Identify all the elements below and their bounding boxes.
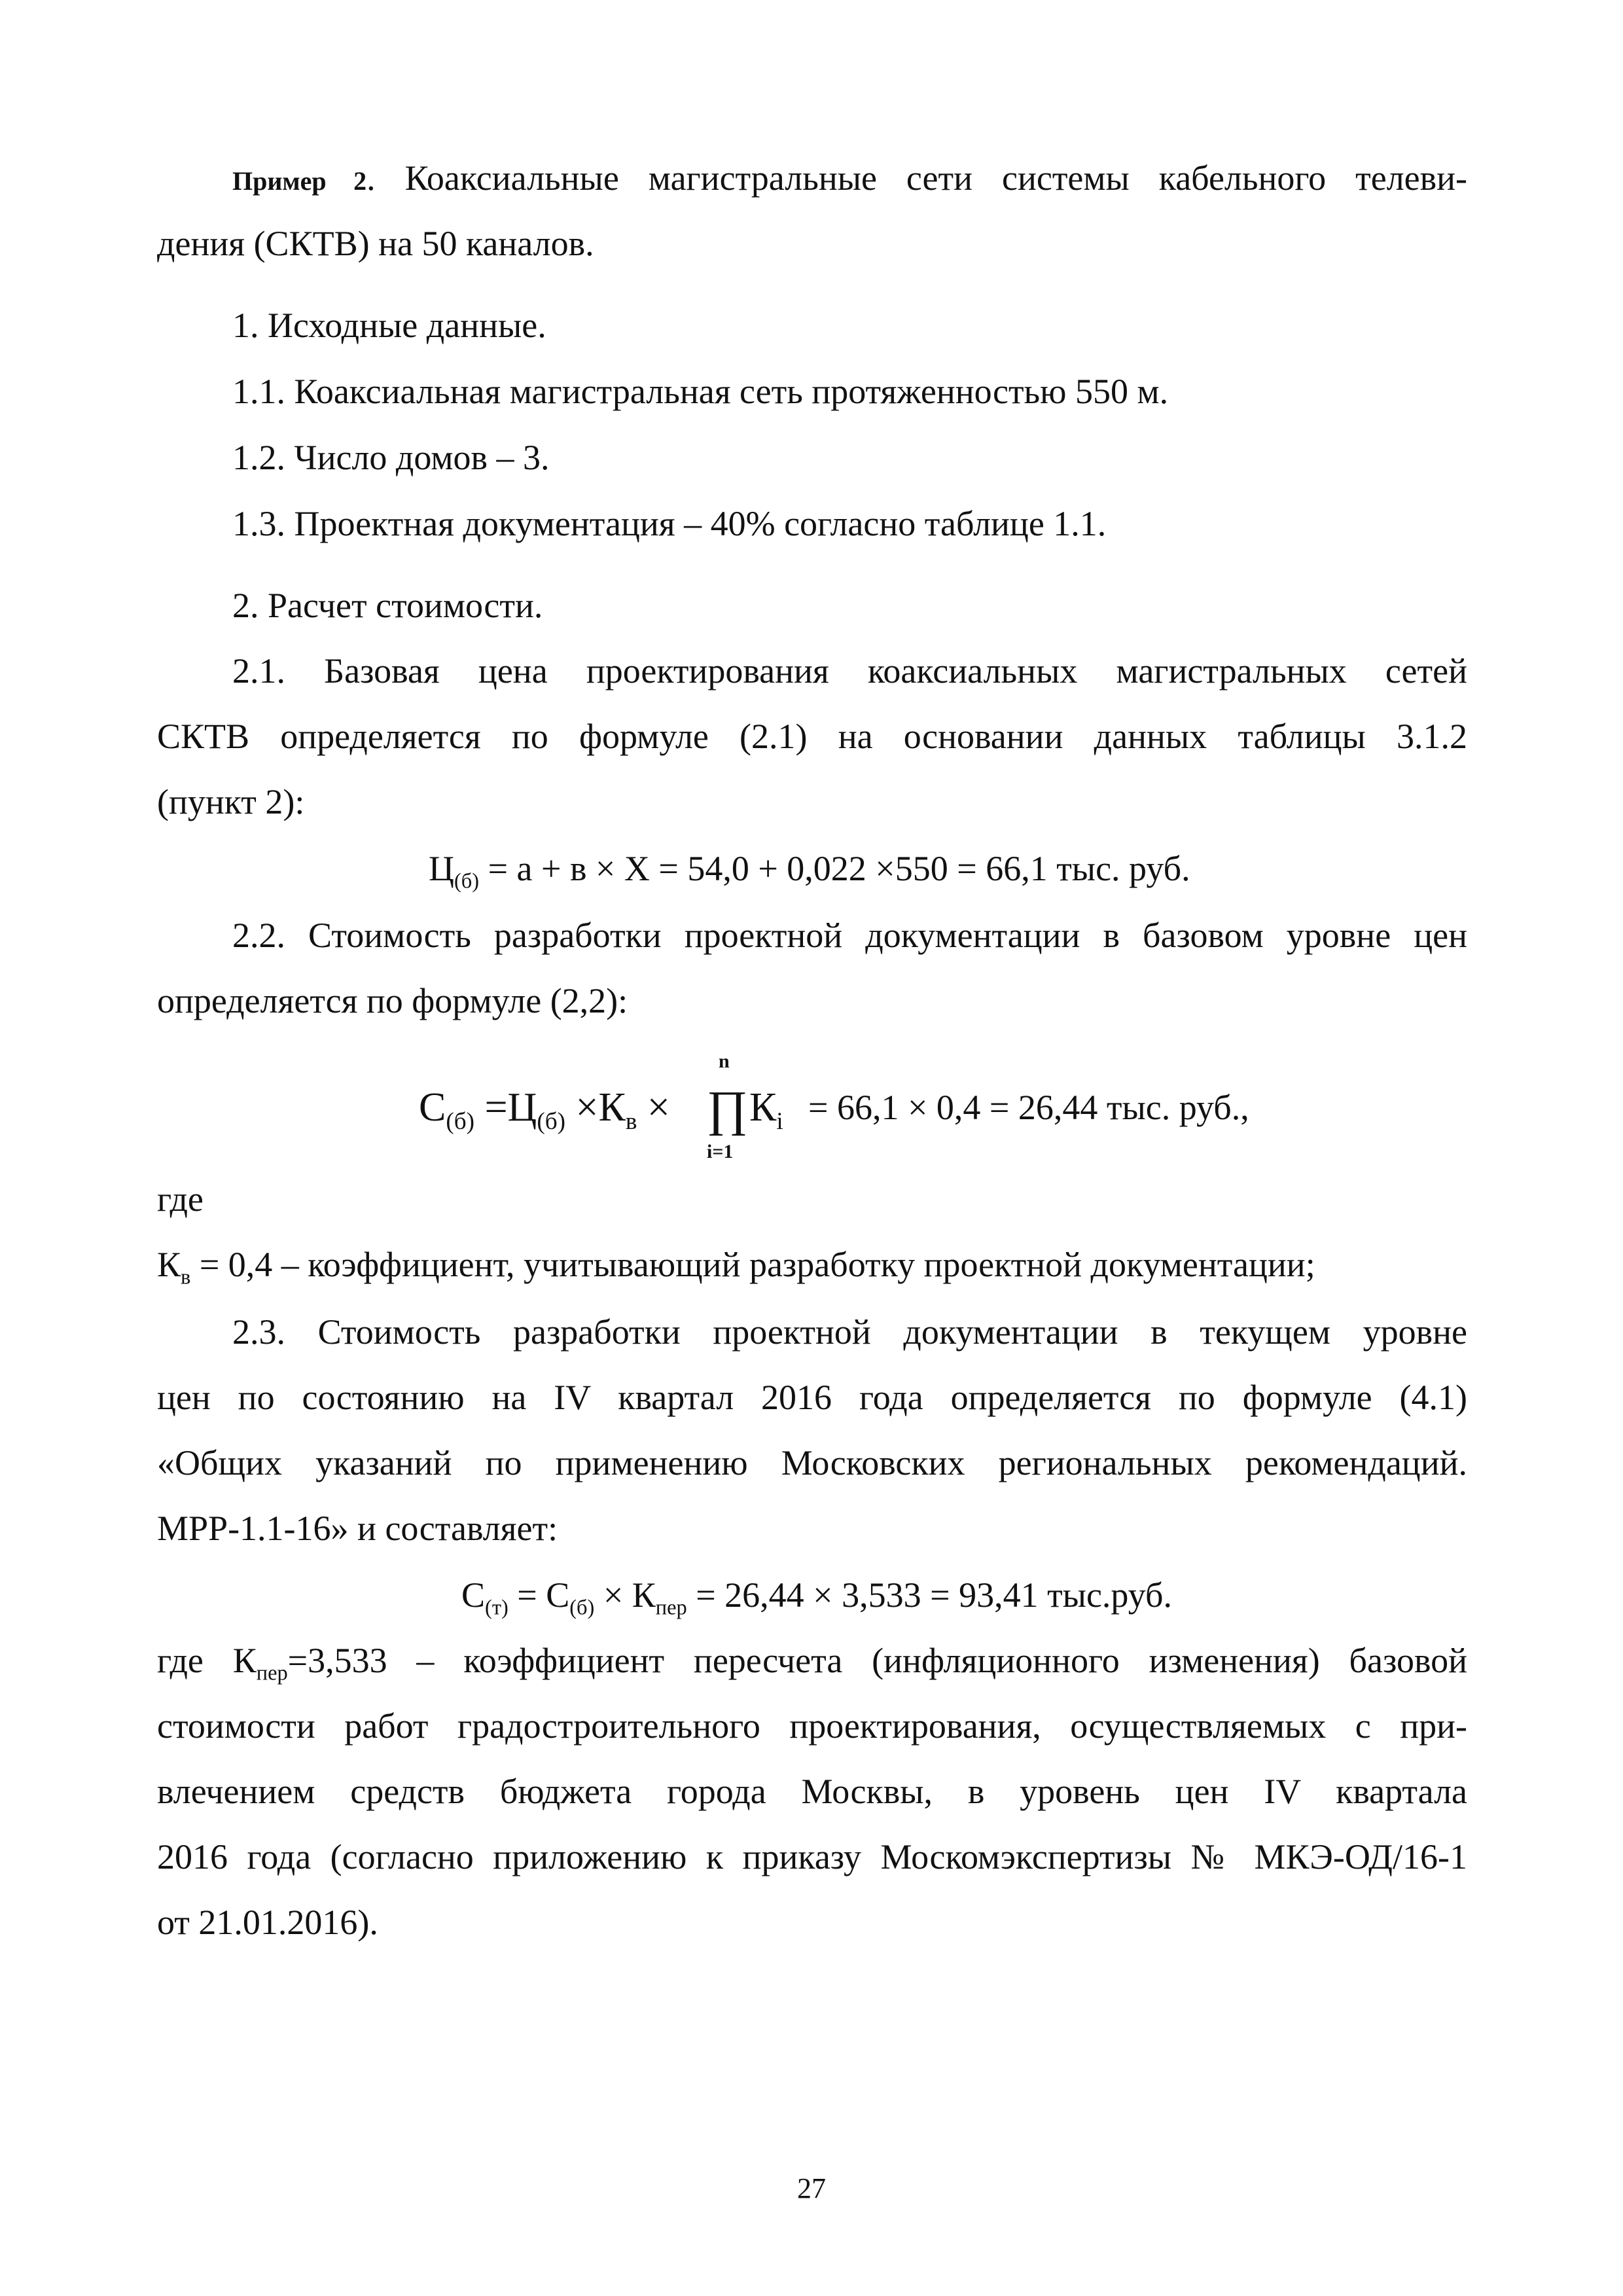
para-kper-line2: стоимости работ градостроительного проектирования, осуществляемых с при- xyxy=(157,1706,1467,1746)
formula1-lhs-sub: (б) xyxy=(454,869,480,893)
para-2-3-line2: цен по состоянию на IV квартал 2016 года определяется по формуле (4.1) xyxy=(157,1378,1467,1417)
example-heading-line2: дения (СКТВ) на 50 каналов. xyxy=(157,224,594,263)
para-2-1-line3: (пункт 2): xyxy=(157,782,305,821)
section1-item3: 1.3. Проектная документация – 40% согласно таблице 1.1. xyxy=(232,504,1107,543)
formula2-times1: ×К xyxy=(565,1085,626,1130)
para-2-3-line3: «Общих указаний по применению Московских региональных рекомендаций. xyxy=(157,1443,1467,1482)
section2-title: 2. Расчет стоимости. xyxy=(232,586,543,625)
para-kper-line3: влечением средств бюджета города Москвы, в уровень цен IV квартала xyxy=(157,1772,1467,1811)
formula2-rhs: = 66,1 × 0,4 = 26,44 тыс. руб., xyxy=(808,1088,1249,1127)
kper-sub: пер xyxy=(256,1661,288,1685)
product-upper-limit: n xyxy=(719,1050,730,1072)
formula3-c: С xyxy=(461,1575,486,1615)
formula3-k-sub: пер xyxy=(655,1596,687,1620)
formula2-ki xyxy=(749,1085,783,1136)
where-label: где xyxy=(157,1179,204,1219)
section1-title: 1. Исходные данные. xyxy=(232,306,546,345)
formula2-times2: × xyxy=(637,1085,670,1130)
formula2-ki-sub: i xyxy=(776,1108,783,1136)
formula3-c-sub: (т) xyxy=(485,1596,508,1620)
example-label: Пример 2 xyxy=(232,166,367,196)
formula3-rhs: = 26,44 × 3,533 = 93,41 тыс.руб. xyxy=(687,1575,1172,1615)
para-2-3-line4: МРР-1.1-16» и составляет: xyxy=(157,1509,558,1548)
section1-item2: 1.2. Число домов – 3. xyxy=(232,438,550,477)
formula1-lhs: Ц xyxy=(429,849,454,888)
formula2-eq: =Ц xyxy=(474,1085,537,1130)
formula3-k: × К xyxy=(594,1575,656,1615)
formula2-kv-sub: в xyxy=(625,1108,637,1136)
para-kper-line5: от 21.01.2016). xyxy=(157,1903,378,1942)
formula2-c-sub: (б) xyxy=(446,1108,475,1136)
formula-base-price xyxy=(429,848,1190,893)
formula2-ts-sub: (б) xyxy=(537,1108,566,1136)
para-2-3-line1: 2.3. Стоимость разработки проектной документации в текущем уровне xyxy=(232,1312,1467,1352)
kper-line1-rest: =3,533 – коэффициент пересчета (инфляционного изменения) базовой xyxy=(287,1641,1467,1680)
page-number: 27 xyxy=(797,2172,826,2204)
formula2-c: С xyxy=(419,1085,446,1130)
formula3-cb-sub: (б) xyxy=(569,1596,595,1620)
kper-where: где К xyxy=(157,1641,257,1680)
section1-item1: 1.1. Коаксиальная магистральная сеть протяженностью 550 м. xyxy=(232,372,1169,411)
formula-base-cost xyxy=(419,1050,1400,1175)
kv-definition-text: = 0,4 – коэффициент, учитывающий разработку проектной документации; xyxy=(190,1245,1315,1284)
kv-letter: К xyxy=(157,1245,181,1284)
para-2-1-line1: 2.1. Базовая цена проектирования коаксиальных магистральных сетей xyxy=(232,651,1467,691)
example-heading-line1 xyxy=(232,157,1467,202)
para-2-2-line2: определяется по формуле (2,2): xyxy=(157,981,628,1020)
product-lower-limit: i=1 xyxy=(707,1141,734,1162)
product-symbol: ∏ xyxy=(707,1081,748,1136)
example-heading-rest: . Коаксиальные магистральные сети системы кабельного телеви- xyxy=(366,158,1468,198)
formula-current-cost xyxy=(461,1574,1172,1620)
para-2-2-line1: 2.2. Стоимость разработки проектной документации в базовом уровне цен xyxy=(232,916,1467,955)
formula2-left-part xyxy=(419,1085,670,1136)
formula3-eq: = С xyxy=(508,1575,570,1615)
formula2-ki-letter: К xyxy=(749,1085,777,1130)
formula1-rhs: = а + в × Х = 54,0 + 0,022 ×550 = 66,1 тыс. руб. xyxy=(479,849,1190,888)
para-kper-line4: 2016 года (согласно приложению к приказу Москомэкспертизы № МКЭ-ОД/16-1 xyxy=(157,1837,1467,1876)
kv-sub: в xyxy=(181,1265,191,1289)
para-2-1-line2: СКТВ определяется по формуле (2.1) на основании данных таблицы 3.1.2 xyxy=(157,717,1467,756)
para-kper-line1 xyxy=(157,1640,1467,1685)
kv-definition xyxy=(157,1244,1315,1289)
